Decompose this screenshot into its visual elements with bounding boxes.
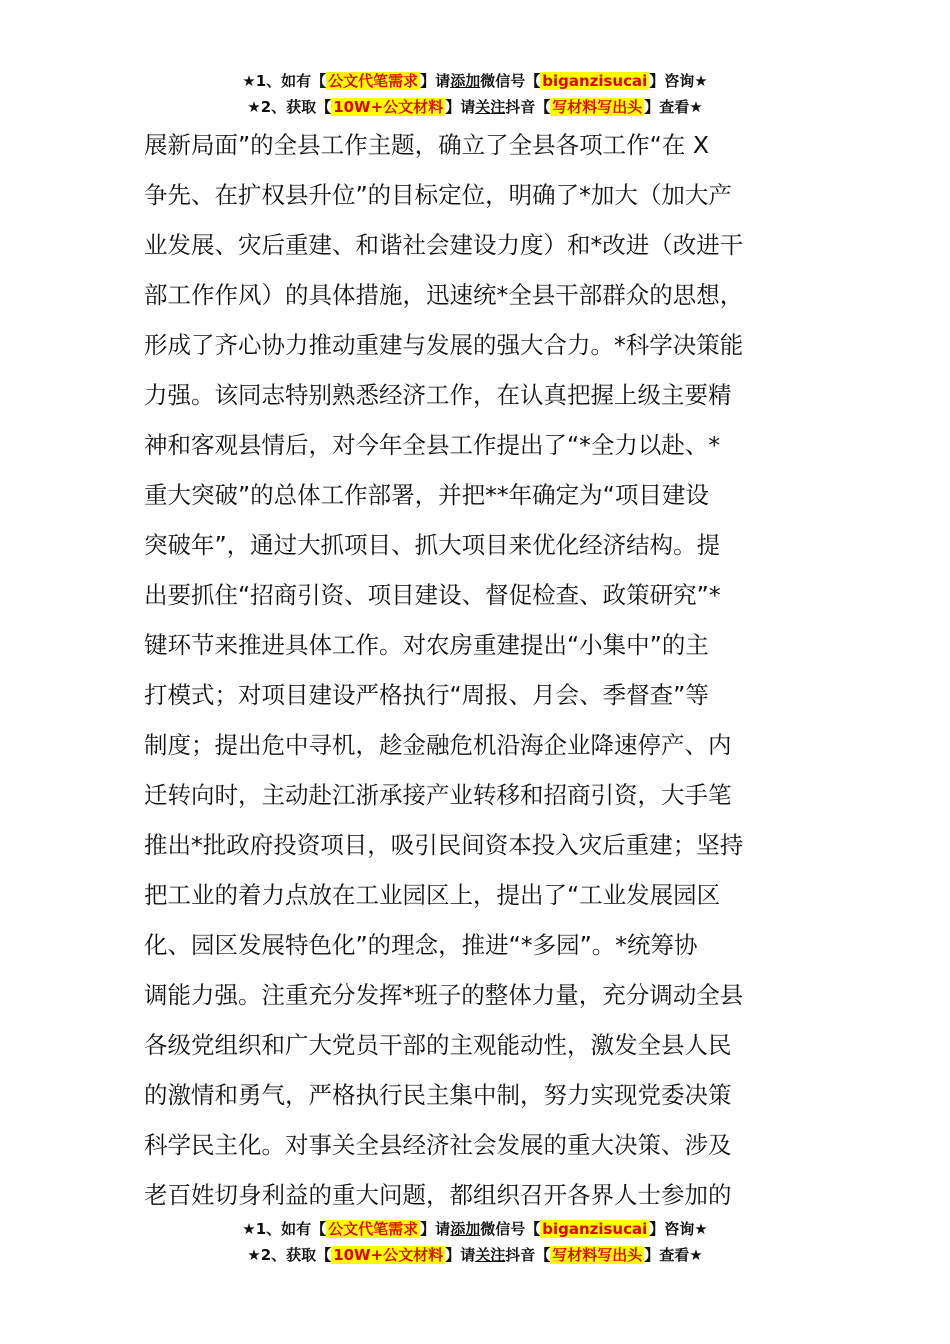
bottom-banner (0, 1216, 950, 1268)
banner-text: 】查看★ (644, 1246, 703, 1264)
banner-line-2 (0, 1242, 950, 1268)
banner-text: ★2、获取【 (247, 98, 332, 116)
body-line: 各级党组织和广大党员干部的主观能动性，激发全县人民 (144, 1031, 732, 1059)
body-line: 力强。该同志特别熟悉经济工作，在认真把握上级主要精 (144, 381, 732, 409)
banner-text: 】查看★ (644, 98, 703, 116)
body-line: 键环节来推进具体工作。对农房重建提出“小集中”的主 (144, 631, 709, 659)
document-body (144, 120, 812, 1220)
highlight-materials: 10W+公文材料 (333, 98, 444, 116)
body-line: 科学民主化。对事关全县经济社会发展的重大决策、涉及 (144, 1131, 732, 1159)
banner-text: 】请 (445, 1246, 476, 1264)
body-line: 部工作作风）的具体措施，迅速统*全县干部群众的思想， (144, 281, 744, 309)
emphasis-text: 关注 (475, 98, 506, 116)
banner-text: 微信号【 (480, 1220, 541, 1238)
banner-text: ★2、获取【 (247, 1246, 332, 1264)
body-line: 把工业的着力点放在工业园区上，提出了“工业发展园区 (144, 881, 721, 909)
banner-text: 抖音【 (505, 1246, 551, 1264)
banner-text: 】请 (420, 1220, 451, 1238)
emphasis-text: 添加 (450, 72, 481, 90)
top-banner (0, 68, 950, 120)
body-line: 争先、在扩权县升位”的目标定位，明确了*加大（加大产 (144, 181, 732, 209)
emphasis-text: 添加 (450, 1220, 481, 1238)
body-line: 迁转向时，主动赴江浙承接产业转移和招商引资，大手笔 (144, 781, 732, 809)
banner-text: ★1、如有【 (242, 1220, 327, 1238)
highlight-service: 公文代笔需求 (328, 72, 419, 90)
body-line: 制度；提出危中寻机，趁金融危机沿海企业降速停产、内 (144, 731, 732, 759)
banner-text: 抖音【 (505, 98, 551, 116)
body-line: 打模式；对项目建设严格执行“周报、月会、季督查”等 (144, 681, 709, 709)
emphasis-text: 关注 (475, 1246, 506, 1264)
banner-line-1 (0, 68, 950, 94)
body-line: 展新局面”的全县工作主题，确立了全县各项工作“在 X (144, 131, 709, 159)
highlight-douyin: 写材料写出头 (552, 1246, 643, 1264)
banner-text: 】请 (445, 98, 476, 116)
body-line: 化、园区发展特色化”的理念，推进“*多园”。*统筹协 (144, 931, 698, 959)
body-line: 老百姓切身利益的重大问题，都组织召开各界人士参加的 (144, 1181, 732, 1209)
body-line: 神和客观县情后，对今年全县工作提出了“*全力以赴、* (144, 431, 721, 459)
banner-line-2 (0, 94, 950, 120)
body-line: 突破年”，通过大抓项目、抓大项目来优化经济结构。提 (144, 531, 721, 559)
banner-text: 】请 (420, 72, 451, 90)
banner-text: 】咨询★ (649, 1220, 708, 1238)
highlight-wechat-id: biganzisucai (542, 72, 648, 90)
highlight-douyin: 写材料写出头 (552, 98, 643, 116)
banner-line-1 (0, 1216, 950, 1242)
body-line: 业发展、灾后重建、和谐社会建设力度）和*改进（改进干 (144, 231, 744, 259)
highlight-materials: 10W+公文材料 (333, 1246, 444, 1264)
body-line: 重大突破”的总体工作部署，并把**年确定为“项目建设 (144, 481, 709, 509)
banner-text: 】咨询★ (649, 72, 708, 90)
body-line: 形成了齐心协力推动重建与发展的强大合力。*科学决策能 (144, 331, 744, 359)
highlight-service: 公文代笔需求 (328, 1220, 419, 1238)
body-line: 出要抓住“招商引资、项目建设、督促检查、政策研究”* (144, 581, 721, 609)
body-line: 推出*批政府投资项目，吸引民间资本投入灾后重建；坚持 (144, 831, 744, 859)
banner-text: ★1、如有【 (242, 72, 327, 90)
body-line: 调能力强。注重充分发挥*班子的整体力量，充分调动全县 (144, 981, 744, 1009)
highlight-wechat-id: biganzisucai (542, 1220, 648, 1238)
body-line: 的激情和勇气，严格执行民主集中制，努力实现党委决策 (144, 1081, 732, 1109)
banner-text: 微信号【 (480, 72, 541, 90)
